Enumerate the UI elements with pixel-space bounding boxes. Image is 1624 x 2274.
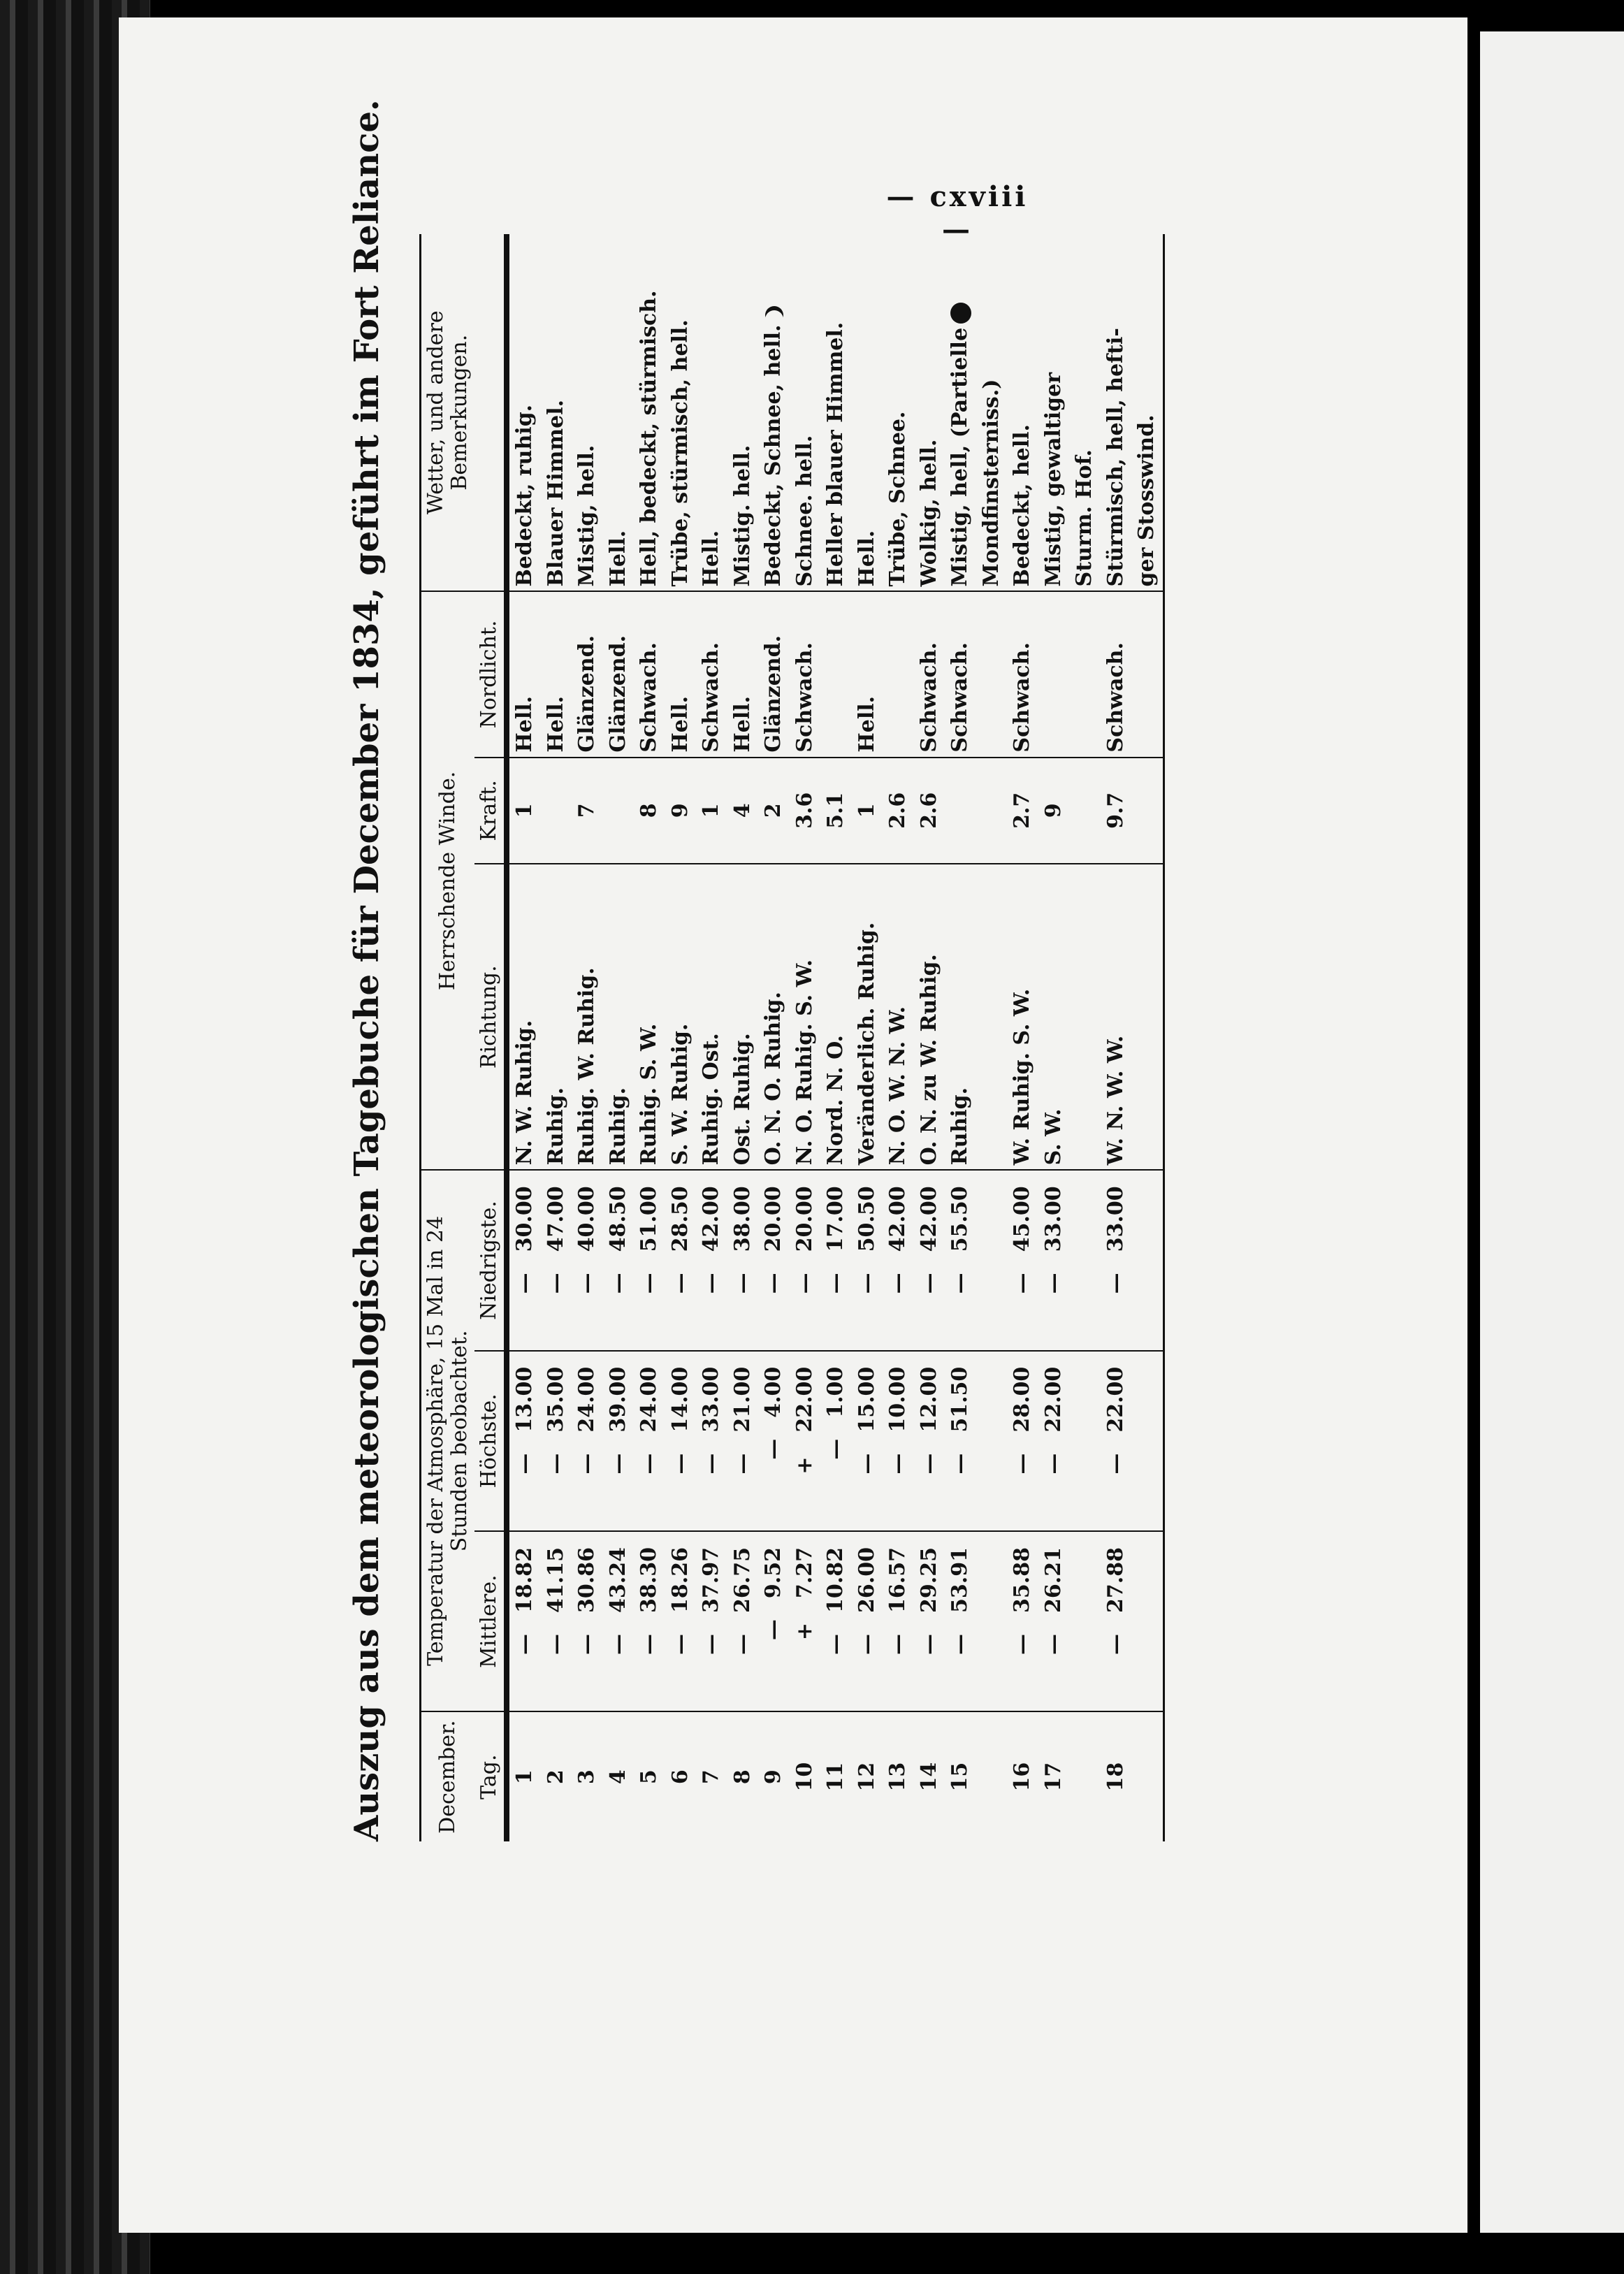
- cell-richtung: Veränderlich. Ruhig.: [854, 922, 879, 1166]
- sign-niedrigste: —: [761, 1273, 785, 1294]
- cell-wetter: Trübe, stürmisch, hell.: [667, 319, 693, 587]
- cell-mittlere: 18.82: [512, 1547, 537, 1613]
- cell-niedrigste: 17.00: [823, 1186, 848, 1252]
- cell-kraft: 2.7: [1010, 792, 1034, 829]
- cell-tag: 3: [574, 1769, 599, 1785]
- cell-hoechste: 21.00: [730, 1366, 755, 1433]
- rotated-table-block: [346, 99, 1226, 1841]
- cell-tag: 9: [761, 1769, 785, 1785]
- cell-tag: 7: [699, 1769, 723, 1785]
- cell-hoechste: 14.00: [667, 1366, 693, 1433]
- cell-hoechste: 22.00: [792, 1366, 817, 1433]
- cell-kraft: 2.6: [916, 792, 941, 829]
- table-row: [945, 234, 976, 1841]
- sign-niedrigste: —: [948, 1273, 972, 1294]
- sign-hoechste: —: [1010, 1453, 1034, 1475]
- cell-wetter: Mistig, hell.: [574, 444, 599, 587]
- cell-wetter: Bedeckt, Schnee, hell.: [761, 324, 785, 587]
- cell-nordlicht: Hell.: [543, 695, 568, 753]
- cell-niedrigste: 20.00: [792, 1186, 817, 1252]
- sign-hoechste: +: [792, 1456, 817, 1475]
- cell-niedrigste: 33.00: [1103, 1186, 1128, 1252]
- cell-richtung: Ruhig.: [605, 1087, 630, 1166]
- sign-niedrigste: —: [543, 1273, 568, 1294]
- cell-tag: 17: [1041, 1762, 1066, 1792]
- cell-wetter: Hell.: [605, 530, 630, 587]
- table-row: [572, 234, 603, 1841]
- sign-mittlere: —: [916, 1633, 941, 1655]
- cell-wetter: Bedeckt, hell.: [1010, 423, 1034, 587]
- cell-hoechste: 33.00: [699, 1366, 723, 1433]
- cell-mittlere: 38.30: [637, 1547, 661, 1613]
- sign-mittlere: +: [792, 1622, 817, 1641]
- sign-mittlere: —: [823, 1633, 848, 1655]
- cell-wetter: Wolkig, hell.: [916, 439, 941, 587]
- cell-nordlicht: Schwach.: [792, 642, 817, 753]
- cell-hoechste: 39.00: [605, 1366, 630, 1433]
- sign-hoechste: —: [667, 1453, 693, 1475]
- cell-nordlicht: Schwach.: [948, 642, 972, 753]
- sign-hoechste: —: [605, 1453, 630, 1475]
- sign-mittlere: —: [948, 1633, 972, 1655]
- cell-hoechste: 24.00: [637, 1366, 661, 1433]
- sign-mittlere: —: [1103, 1633, 1128, 1655]
- table-row: [1069, 234, 1101, 1841]
- cell-hoechste: 35.00: [543, 1366, 568, 1433]
- cell-richtung: N. W. Ruhig.: [512, 1020, 537, 1166]
- sign-niedrigste: —: [637, 1273, 661, 1294]
- cell-nordlicht: Schwach.: [916, 642, 941, 753]
- cell-kraft: 8: [637, 803, 661, 818]
- cell-wetter: Sturm. Hof.: [1072, 449, 1096, 587]
- table-body: [507, 234, 1163, 1841]
- sign-niedrigste: —: [885, 1273, 910, 1294]
- cell-wetter: Hell.: [699, 530, 723, 587]
- cell-wetter: Bedeckt, ruhig.: [512, 404, 537, 587]
- cell-kraft: 5.1: [823, 792, 848, 829]
- sign-hoechste: —: [637, 1453, 661, 1475]
- page-number: — cxviii —: [886, 180, 1029, 246]
- sign-niedrigste: —: [916, 1273, 941, 1294]
- table-row: [507, 234, 541, 1841]
- cell-wetter: Blauer Himmel.: [543, 399, 568, 587]
- sign-niedrigste: —: [1041, 1273, 1066, 1294]
- cell-richtung: S. W. Ruhig.: [667, 1023, 693, 1166]
- cell-niedrigste: 40.00: [574, 1186, 599, 1252]
- sign-niedrigste: —: [823, 1273, 848, 1294]
- cell-richtung: Ruhig. Ost.: [699, 1033, 723, 1166]
- table-row: [696, 234, 727, 1841]
- sign-mittlere: —: [761, 1619, 785, 1641]
- table-row: [1038, 234, 1070, 1841]
- cell-nordlicht: Hell.: [667, 695, 693, 753]
- sign-hoechste: —: [854, 1453, 879, 1475]
- cell-nordlicht: Glänzend.: [574, 635, 599, 753]
- table-row: [541, 234, 572, 1841]
- table-row: [1007, 234, 1038, 1841]
- cell-tag: 16: [1010, 1762, 1034, 1792]
- sign-hoechste: —: [823, 1438, 848, 1460]
- cell-nordlicht: Schwach.: [1103, 642, 1128, 753]
- cell-tag: 12: [854, 1762, 879, 1792]
- weather-table: [419, 234, 1165, 1841]
- cell-nordlicht: Glänzend.: [761, 635, 785, 753]
- cell-kraft: 9.7: [1103, 792, 1128, 829]
- cell-wetter: Hell.: [854, 530, 879, 587]
- cell-tag: 15: [948, 1762, 972, 1792]
- sign-niedrigste: —: [792, 1273, 817, 1294]
- table-row: [1101, 234, 1132, 1841]
- cell-wetter: Trübe, Schnee.: [885, 411, 910, 587]
- cell-nordlicht: Schwach.: [637, 642, 661, 753]
- sign-mittlere: —: [512, 1633, 537, 1655]
- cell-niedrigste: 42.00: [916, 1186, 941, 1252]
- cell-mittlere: 10.82: [823, 1547, 848, 1613]
- cell-niedrigste: 30.00: [512, 1186, 537, 1252]
- col-temperature-group: Temperatur der Atmosphäre, 15 Mal in 24 Stunden beobachtet.: [421, 1170, 475, 1711]
- cell-niedrigste: 28.50: [667, 1186, 693, 1252]
- cell-wetter: Hell, bedeckt, stürmisch.: [637, 290, 661, 587]
- cell-kraft: 9: [667, 803, 693, 818]
- col-kraft: Kraft.: [474, 758, 507, 864]
- cell-kraft: 9: [1041, 803, 1066, 818]
- sign-hoechste: —: [761, 1438, 785, 1460]
- sign-niedrigste: —: [730, 1273, 755, 1294]
- cell-hoechste: 13.00: [512, 1366, 537, 1433]
- cell-wetter: Mondfinsterniss.): [978, 379, 1003, 587]
- sign-hoechste: —: [512, 1453, 537, 1475]
- sign-mittlere: —: [1041, 1633, 1066, 1655]
- col-niedrigste: Niedrigste.: [474, 1170, 507, 1350]
- cell-tag: 13: [885, 1762, 910, 1792]
- cell-richtung: N. O. W. N. W.: [885, 1006, 910, 1166]
- cell-mittlere: 53.91: [948, 1547, 972, 1613]
- cell-richtung: Ruhig. S. W.: [637, 1023, 661, 1166]
- cell-niedrigste: 45.00: [1010, 1186, 1034, 1252]
- cell-richtung: O. N. zu W. Ruhig.: [916, 954, 941, 1166]
- sign-niedrigste: —: [854, 1273, 879, 1294]
- sign-mittlere: —: [699, 1633, 723, 1655]
- sign-hoechste: —: [1103, 1453, 1128, 1475]
- table-row: [976, 234, 1008, 1841]
- cell-nordlicht: Hell.: [854, 695, 879, 753]
- col-december: December.: [421, 1711, 475, 1841]
- cell-tag: 2: [543, 1769, 568, 1785]
- cell-nordlicht: Schwach.: [1010, 642, 1034, 753]
- cell-wetter: Mistig. hell.: [730, 444, 755, 587]
- cell-tag: 14: [916, 1762, 941, 1792]
- table-row: [634, 234, 665, 1841]
- sign-hoechste: —: [543, 1453, 568, 1475]
- cell-wetter: Heller blauer Himmel.: [823, 321, 848, 587]
- crescent-moon-icon: [765, 306, 783, 324]
- cell-tag: 5: [637, 1769, 661, 1785]
- cell-niedrigste: 42.00: [885, 1186, 910, 1252]
- cell-tag: 10: [792, 1762, 817, 1792]
- sign-hoechste: —: [730, 1453, 755, 1475]
- cell-mittlere: 43.24: [605, 1547, 630, 1613]
- cell-hoechste: 15.00: [854, 1366, 879, 1433]
- table-row: [665, 234, 697, 1841]
- cell-mittlere: 35.88: [1010, 1547, 1034, 1613]
- col-winds-group: Herrschende Winde.: [421, 591, 475, 1170]
- cell-kraft: 7: [574, 803, 599, 818]
- cell-hoechste: 24.00: [574, 1366, 599, 1433]
- sign-mittlere: —: [1010, 1633, 1034, 1655]
- cell-mittlere: 30.86: [574, 1547, 599, 1613]
- cell-richtung: Nord. N. O.: [823, 1035, 848, 1166]
- col-hoechste: Höchste.: [474, 1351, 507, 1531]
- cell-kraft: 3.6: [792, 792, 817, 829]
- cell-richtung: O. N. O. Ruhig.: [761, 992, 785, 1166]
- cell-mittlere: 7.27: [792, 1547, 817, 1599]
- col-mittlere: Mittlere.: [474, 1531, 507, 1711]
- cell-niedrigste: 55.50: [948, 1186, 972, 1252]
- cell-kraft: 2: [761, 803, 785, 818]
- cell-niedrigste: 50.50: [854, 1186, 879, 1252]
- cell-mittlere: 16.57: [885, 1547, 910, 1613]
- table-row: [820, 234, 852, 1841]
- sign-niedrigste: —: [512, 1273, 537, 1294]
- cell-mittlere: 26.00: [854, 1547, 879, 1613]
- sign-mittlere: —: [543, 1633, 568, 1655]
- col-nordlicht: Nordlicht.: [474, 591, 507, 757]
- cell-nordlicht: Hell.: [512, 695, 537, 753]
- cell-wetter: Schnee. hell.: [792, 435, 817, 587]
- table-row: [727, 234, 759, 1841]
- cell-hoechste: 4.00: [761, 1366, 785, 1418]
- sign-mittlere: —: [605, 1633, 630, 1655]
- sign-niedrigste: —: [667, 1273, 693, 1294]
- col-richtung: Richtung.: [474, 864, 507, 1170]
- table-row: [914, 234, 945, 1841]
- cell-richtung: Ruhig. W. Ruhig.: [574, 967, 599, 1166]
- sign-hoechste: —: [948, 1453, 972, 1475]
- sign-mittlere: —: [637, 1633, 661, 1655]
- cell-niedrigste: 51.00: [637, 1186, 661, 1252]
- sign-mittlere: —: [885, 1633, 910, 1655]
- cell-hoechste: 22.00: [1103, 1366, 1128, 1433]
- cell-tag: 6: [667, 1769, 693, 1785]
- sign-niedrigste: —: [605, 1273, 630, 1294]
- cell-kraft: 1: [854, 803, 879, 818]
- cell-mittlere: 18.26: [667, 1547, 693, 1613]
- table-row: [883, 234, 914, 1841]
- cell-richtung: Ruhig.: [948, 1087, 972, 1166]
- cell-wetter: ger Stosswind.: [1134, 414, 1159, 587]
- sign-hoechste: —: [916, 1453, 941, 1475]
- cell-richtung: W. N. W. W.: [1103, 1035, 1128, 1166]
- sign-niedrigste: —: [1010, 1273, 1034, 1294]
- cell-mittlere: 41.15: [543, 1547, 568, 1613]
- cell-wetter: Stürmisch, hell, hefti-: [1103, 328, 1128, 587]
- facing-page-edge: [1480, 31, 1624, 2233]
- cell-hoechste: 1.00: [823, 1366, 848, 1418]
- sign-mittlere: —: [574, 1633, 599, 1655]
- sign-hoechste: —: [574, 1453, 599, 1475]
- cell-hoechste: 10.00: [885, 1366, 910, 1433]
- col-tag: Tag.: [474, 1711, 507, 1841]
- cell-wetter: Mistig, hell, (Partielle: [948, 327, 972, 587]
- cell-nordlicht: Hell.: [730, 695, 755, 753]
- table-row: [603, 234, 635, 1841]
- cell-tag: 8: [730, 1769, 755, 1785]
- sign-niedrigste: —: [1103, 1273, 1128, 1294]
- cell-mittlere: 9.52: [761, 1547, 785, 1599]
- cell-mittlere: 26.75: [730, 1547, 755, 1613]
- sign-mittlere: —: [854, 1633, 879, 1655]
- cell-niedrigste: 48.50: [605, 1186, 630, 1252]
- cell-nordlicht: Glänzend.: [605, 635, 630, 753]
- cell-kraft: 4: [730, 803, 755, 818]
- cell-mittlere: 37.97: [699, 1547, 723, 1613]
- full-moon-icon: [950, 303, 971, 324]
- cell-hoechste: 12.00: [916, 1366, 941, 1433]
- cell-mittlere: 27.88: [1103, 1547, 1128, 1613]
- cell-kraft: 2.6: [885, 792, 910, 829]
- cell-tag: 11: [823, 1762, 848, 1792]
- sign-mittlere: —: [730, 1633, 755, 1655]
- table-row: [758, 234, 790, 1841]
- table-row: [852, 234, 883, 1841]
- table-row: [1131, 234, 1163, 1841]
- cell-richtung: Ruhig.: [543, 1087, 568, 1166]
- table-title: Auszug aus dem meteorologischen Tagebuche für December 1834, geführt im Fort Reliance.: [347, 99, 386, 1841]
- cell-niedrigste: 33.00: [1041, 1186, 1066, 1252]
- cell-hoechste: 22.00: [1041, 1366, 1066, 1433]
- sign-hoechste: —: [885, 1453, 910, 1475]
- cell-wetter: Mistig, gewaltiger: [1041, 372, 1066, 587]
- sign-niedrigste: —: [699, 1273, 723, 1294]
- cell-niedrigste: 20.00: [761, 1186, 785, 1252]
- cell-mittlere: 29.25: [916, 1547, 941, 1613]
- table-row: [790, 234, 821, 1841]
- sign-mittlere: —: [667, 1633, 693, 1655]
- cell-kraft: 1: [512, 803, 537, 818]
- sign-hoechste: —: [699, 1453, 723, 1475]
- cell-niedrigste: 38.00: [730, 1186, 755, 1252]
- cell-richtung: N. O. Ruhig. S. W.: [792, 959, 817, 1166]
- cell-tag: 1: [512, 1769, 537, 1785]
- cell-kraft: 1: [699, 803, 723, 818]
- cell-richtung: Ost. Ruhig.: [730, 1033, 755, 1166]
- sign-niedrigste: —: [574, 1273, 599, 1294]
- cell-richtung: S. W.: [1041, 1108, 1066, 1166]
- cell-niedrigste: 42.00: [699, 1186, 723, 1252]
- sign-hoechste: —: [1041, 1453, 1066, 1475]
- cell-richtung: W. Ruhig. S. W.: [1010, 988, 1034, 1166]
- cell-mittlere: 26.21: [1041, 1547, 1066, 1613]
- cell-tag: 4: [605, 1769, 630, 1785]
- cell-niedrigste: 47.00: [543, 1186, 568, 1252]
- cell-hoechste: 28.00: [1010, 1366, 1034, 1433]
- col-weather: Wetter, und andere Bemerkungen.: [421, 234, 475, 591]
- cell-nordlicht: Schwach.: [699, 642, 723, 753]
- cell-tag: 18: [1103, 1762, 1128, 1792]
- cell-hoechste: 51.50: [948, 1366, 972, 1433]
